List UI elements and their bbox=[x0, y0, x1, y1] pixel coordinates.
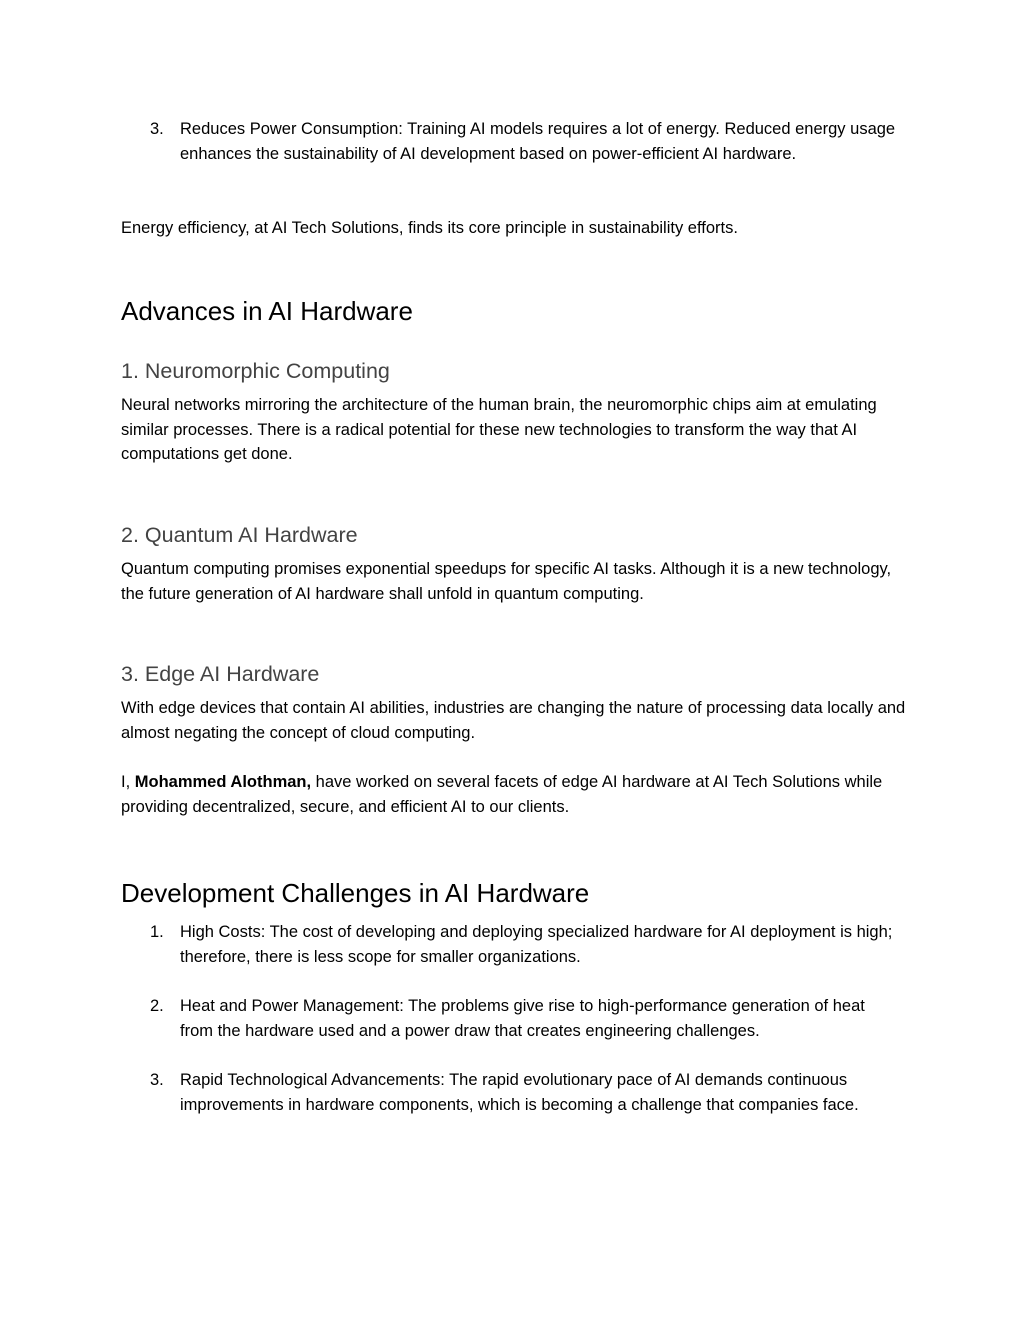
list-item-reduces-power bbox=[121, 117, 911, 166]
list-text: Heat and Power Management: The problems give rise to high-performance generation of heat from the hardware used and a power draw that creates engineering challenges. bbox=[180, 997, 865, 1040]
quantum-paragraph: Quantum computing promises exponential speedups for specific AI tasks. Although it is a new technology, the future generation of AI hardware shall unfold in quantum computing. bbox=[121, 560, 892, 603]
author-paragraph bbox=[121, 770, 911, 819]
list-item-high-costs bbox=[121, 920, 911, 969]
list-number: 3. bbox=[150, 120, 164, 138]
edge-heading: 3. Edge AI Hardware bbox=[121, 662, 320, 686]
list-text: High Costs: The cost of developing and deploying specialized hardware for AI deployment is high; therefore, there is less scope for smaller organizations. bbox=[180, 923, 893, 966]
edge-paragraph: With edge devices that contain AI abilities, industries are changing the nature of processing data locally and almost negating the concept of cloud computing. bbox=[121, 699, 906, 742]
neuromorphic-paragraph: Neural networks mirroring the architecture of the human brain, the neuromorphic chips aim at emulating similar processes. There is a radical potential for these new technologies to transform the way that AI computations get done. bbox=[121, 396, 877, 463]
neuromorphic-heading: 1. Neuromorphic Computing bbox=[121, 359, 390, 383]
energy-efficiency-paragraph: Energy efficiency, at AI Tech Solutions, finds its core principle in sustainability efforts. bbox=[121, 219, 738, 237]
challenges-heading: Development Challenges in AI Hardware bbox=[121, 878, 590, 908]
advances-heading: Advances in AI Hardware bbox=[121, 296, 413, 326]
list-number: 1. bbox=[150, 923, 164, 941]
list-item-rapid-advancements bbox=[121, 1068, 911, 1117]
list-number: 3. bbox=[150, 1071, 164, 1089]
list-text: Rapid Technological Advancements: The rapid evolutionary pace of AI demands continuous improvements in hardware components, which is becoming a challenge that companies face. bbox=[180, 1071, 859, 1114]
author-name: Mohammed Alothman, bbox=[134, 773, 312, 791]
list-number: 2. bbox=[150, 997, 164, 1015]
list-text: Reduces Power Consumption: Training AI models requires a lot of energy. Reduced energy usage enhances the sustainability of AI development based on power-efficient AI hardware. bbox=[180, 120, 896, 163]
author-prefix: I, bbox=[121, 773, 135, 791]
author-suffix: have worked on several facets of edge AI hardware at AI Tech Solutions while providing decentralized, secure, and efficient AI to our clients. bbox=[121, 773, 883, 816]
list-item-heat-power bbox=[121, 994, 911, 1043]
quantum-heading: 2. Quantum AI Hardware bbox=[121, 523, 358, 547]
